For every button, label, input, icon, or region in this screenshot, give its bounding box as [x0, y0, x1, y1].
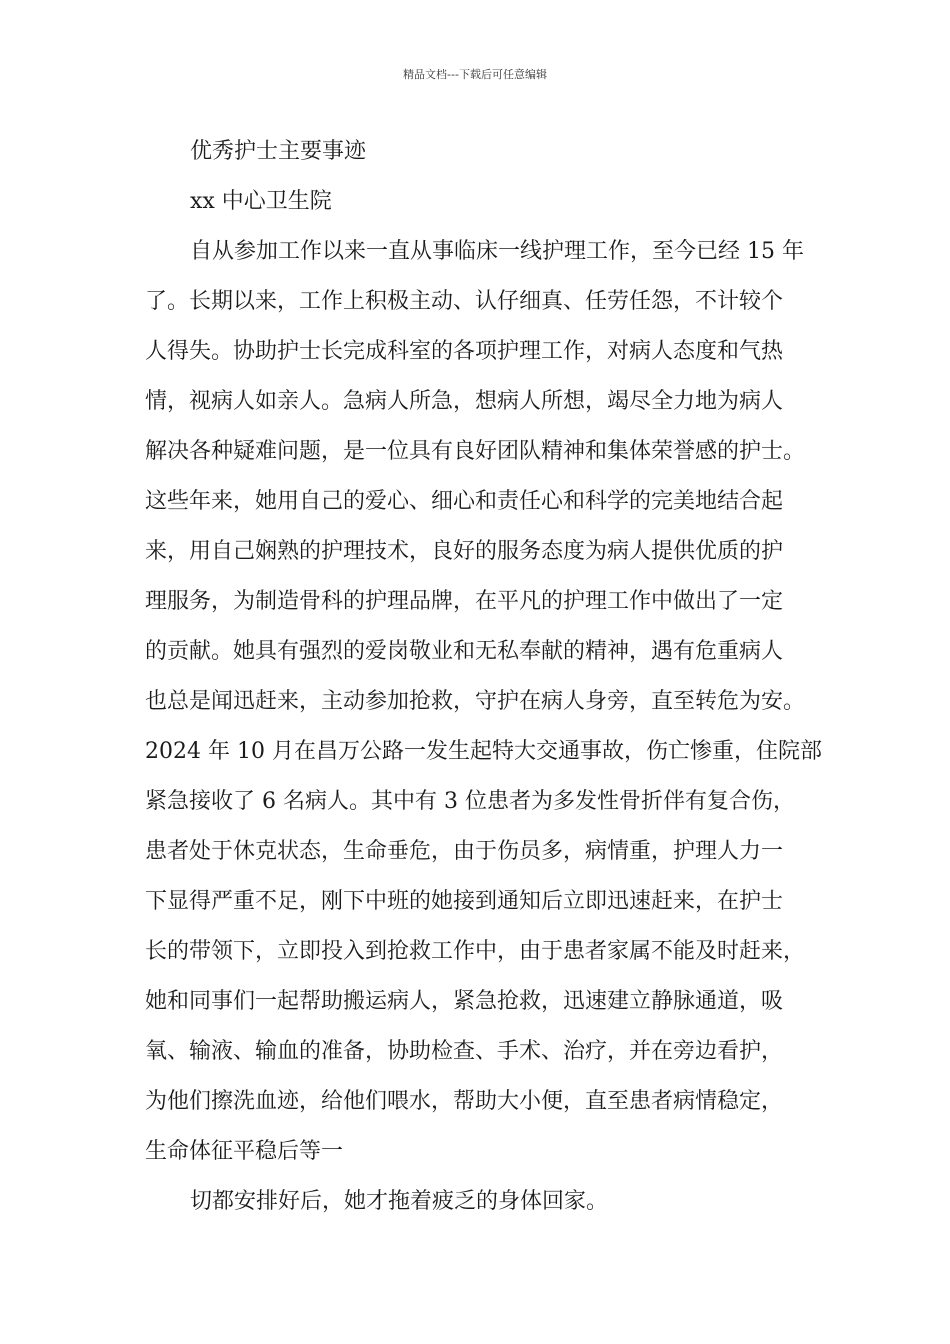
organization-name: xx 中心卫生院	[190, 189, 332, 214]
paragraph-line: 生命体征平稳后等一	[145, 1139, 344, 1164]
paragraph-line: 她和同事们一起帮助搬运病人，紧急抢救，迅速建立静脉通道，吸	[145, 989, 784, 1014]
paragraph-line: 了。长期以来，工作上积极主动、认仔细真、任劳任怨，不计较个	[145, 289, 784, 314]
paragraph-line: 的贡献。她具有强烈的爱岗敬业和无私奉献的精神，遇有危重病人	[145, 639, 784, 664]
paragraph-line: 也总是闻迅赶来，主动参加抢救，守护在病人身旁，直至转危为安。	[145, 689, 806, 714]
paragraph-line: 自从参加工作以来一直从事临床一线护理工作，至今已经 15 年	[190, 239, 804, 264]
paragraph-line: 来，用自己娴熟的护理技术，良好的服务态度为病人提供优质的护	[145, 539, 784, 564]
paragraph-line: 氧、输液、输血的准备，协助检查、手术、治疗，并在旁边看护，	[145, 1039, 784, 1064]
paragraph-line: 为他们擦洗血迹，给他们喂水，帮助大小便，直至患者病情稳定，	[145, 1089, 784, 1114]
paragraph-line: 下显得严重不足，刚下中班的她接到通知后立即迅速赶来，在护士	[145, 889, 784, 914]
paragraph-line: 切都安排好后，她才拖着疲乏的身体回家。	[190, 1189, 609, 1214]
page-header: 精品文档---下载后可任意编辑	[403, 68, 547, 81]
paragraph-line: 这些年来，她用自己的爱心、细心和责任心和科学的完美地结合起	[145, 489, 784, 514]
paragraph-line: 解决各种疑难问题，是一位具有良好团队精神和集体荣誉感的护士。	[145, 439, 806, 464]
document-title: 优秀护士主要事迹	[190, 139, 367, 164]
paragraph-line: 理服务，为制造骨科的护理品牌，在平凡的护理工作中做出了一定	[145, 589, 784, 614]
paragraph-line: 情，视病人如亲人。急病人所急，想病人所想，竭尽全力地为病人	[145, 389, 784, 414]
paragraph-line: 人得失。协助护士长完成科室的各项护理工作，对病人态度和气热	[145, 339, 784, 364]
paragraph-line: 紧急接收了 6 名病人。其中有 3 位患者为多发性骨折伴有复合伤，	[145, 789, 795, 814]
paragraph-line: 长的带领下，立即投入到抢救工作中，由于患者家属不能及时赶来，	[145, 939, 806, 964]
paragraph-line: 2024 年 10 月在昌万公路一发生起特大交通事故，伤亡惨重，住院部	[145, 739, 822, 764]
paragraph-line: 患者处于休克状态，生命垂危，由于伤员多，病情重，护理人力一	[145, 839, 784, 864]
